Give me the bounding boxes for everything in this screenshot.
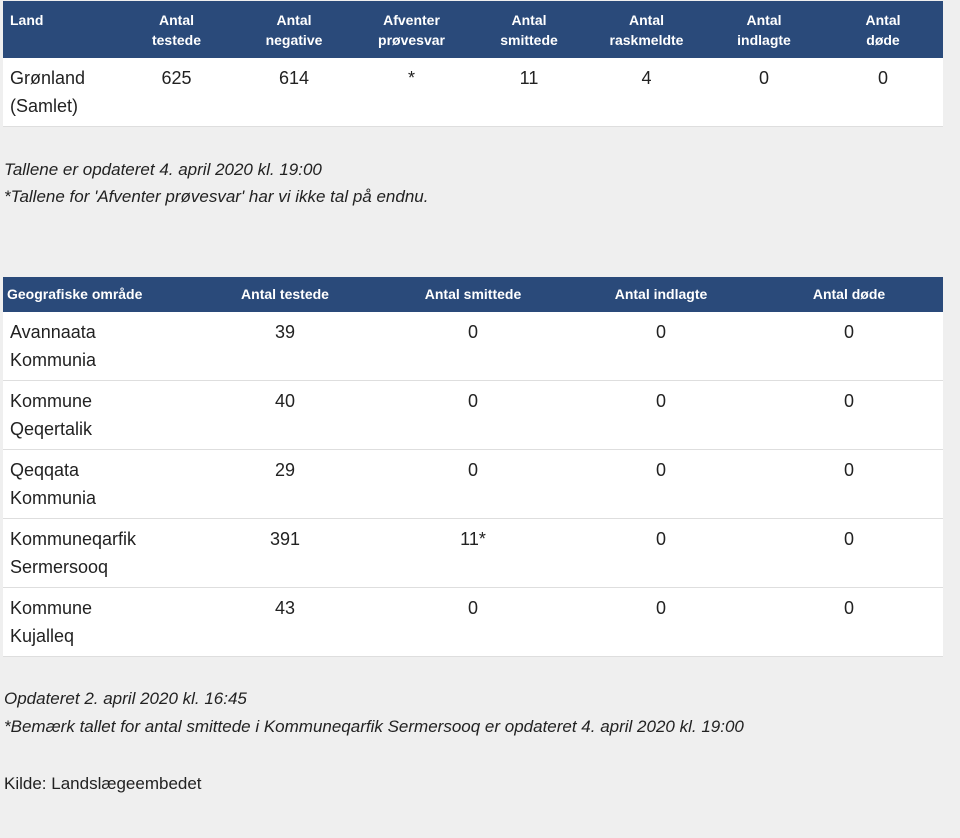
table-cell: 0 xyxy=(755,519,943,588)
table-cell: 614 xyxy=(235,58,353,127)
table-cell: 0 xyxy=(755,588,943,657)
table-cell: 0 xyxy=(379,381,567,450)
column-header: Geografiske område xyxy=(3,277,191,312)
table-row xyxy=(3,450,943,519)
column-header: Antal smittede xyxy=(470,1,588,58)
table-cell: 0 xyxy=(567,519,755,588)
table-cell: 39 xyxy=(191,312,379,381)
table-row xyxy=(3,519,943,588)
table-row xyxy=(3,58,943,127)
column-header: Antal døde xyxy=(823,1,943,58)
table-cell: 0 xyxy=(379,450,567,519)
table-cell: 11 xyxy=(470,58,588,127)
table-row xyxy=(3,312,943,381)
table-cell: 0 xyxy=(379,312,567,381)
table-cell: 11* xyxy=(379,519,567,588)
footnote: *Tallene for 'Afventer prøvesvar' har vi ikke tal på endnu. xyxy=(4,187,429,206)
table-cell: 0 xyxy=(567,312,755,381)
table-row xyxy=(3,381,943,450)
column-header: Afventer prøvesvar xyxy=(353,1,470,58)
footnote: *Bemærk tallet for antal smittede i Kommuneqarfik Sermersooq er opdateret 4. april 2020 kl. 19:00 xyxy=(4,717,744,736)
row-name: Qeqqata Kommunia xyxy=(3,450,191,519)
national-summary-table xyxy=(3,1,943,127)
table-cell: 0 xyxy=(755,312,943,381)
row-name: Kommune Kujalleq xyxy=(3,588,191,657)
row-name: Kommuneqarfik Sermersooq xyxy=(3,519,191,588)
table-cell: * xyxy=(353,58,470,127)
table-row xyxy=(3,588,943,657)
table-cell: 0 xyxy=(705,58,823,127)
table-cell: 625 xyxy=(118,58,235,127)
row-name: Kommune Qeqertalik xyxy=(3,381,191,450)
column-header: Antal smittede xyxy=(379,277,567,312)
table-cell: 0 xyxy=(755,381,943,450)
column-header: Antal indlagte xyxy=(567,277,755,312)
table-cell: 0 xyxy=(567,588,755,657)
row-name: Grønland (Samlet) xyxy=(3,58,118,127)
update-note: Opdateret 2. april 2020 kl. 16:45 xyxy=(4,689,247,708)
update-note: Tallene er opdateret 4. april 2020 kl. 19:00 xyxy=(4,160,322,179)
table-header-row xyxy=(3,277,943,312)
table-cell: 0 xyxy=(567,450,755,519)
column-header: Land xyxy=(3,1,118,58)
table-cell: 391 xyxy=(191,519,379,588)
table-cell: 0 xyxy=(755,450,943,519)
column-header: Antal testede xyxy=(191,277,379,312)
table-cell: 43 xyxy=(191,588,379,657)
table-header-row xyxy=(3,1,943,58)
table-cell: 4 xyxy=(588,58,705,127)
regional-table xyxy=(3,277,943,657)
column-header: Antal indlagte xyxy=(705,1,823,58)
table-cell: 0 xyxy=(823,58,943,127)
table-cell: 0 xyxy=(567,381,755,450)
column-header: Antal testede xyxy=(118,1,235,58)
column-header: Antal raskmeldte xyxy=(588,1,705,58)
table-cell: 40 xyxy=(191,381,379,450)
table-cell: 0 xyxy=(379,588,567,657)
column-header: Antal negative xyxy=(235,1,353,58)
source-credit: Kilde: Landslægeembedet xyxy=(4,774,202,793)
column-header: Antal døde xyxy=(755,277,943,312)
table-cell: 29 xyxy=(191,450,379,519)
row-name: Avannaata Kommunia xyxy=(3,312,191,381)
